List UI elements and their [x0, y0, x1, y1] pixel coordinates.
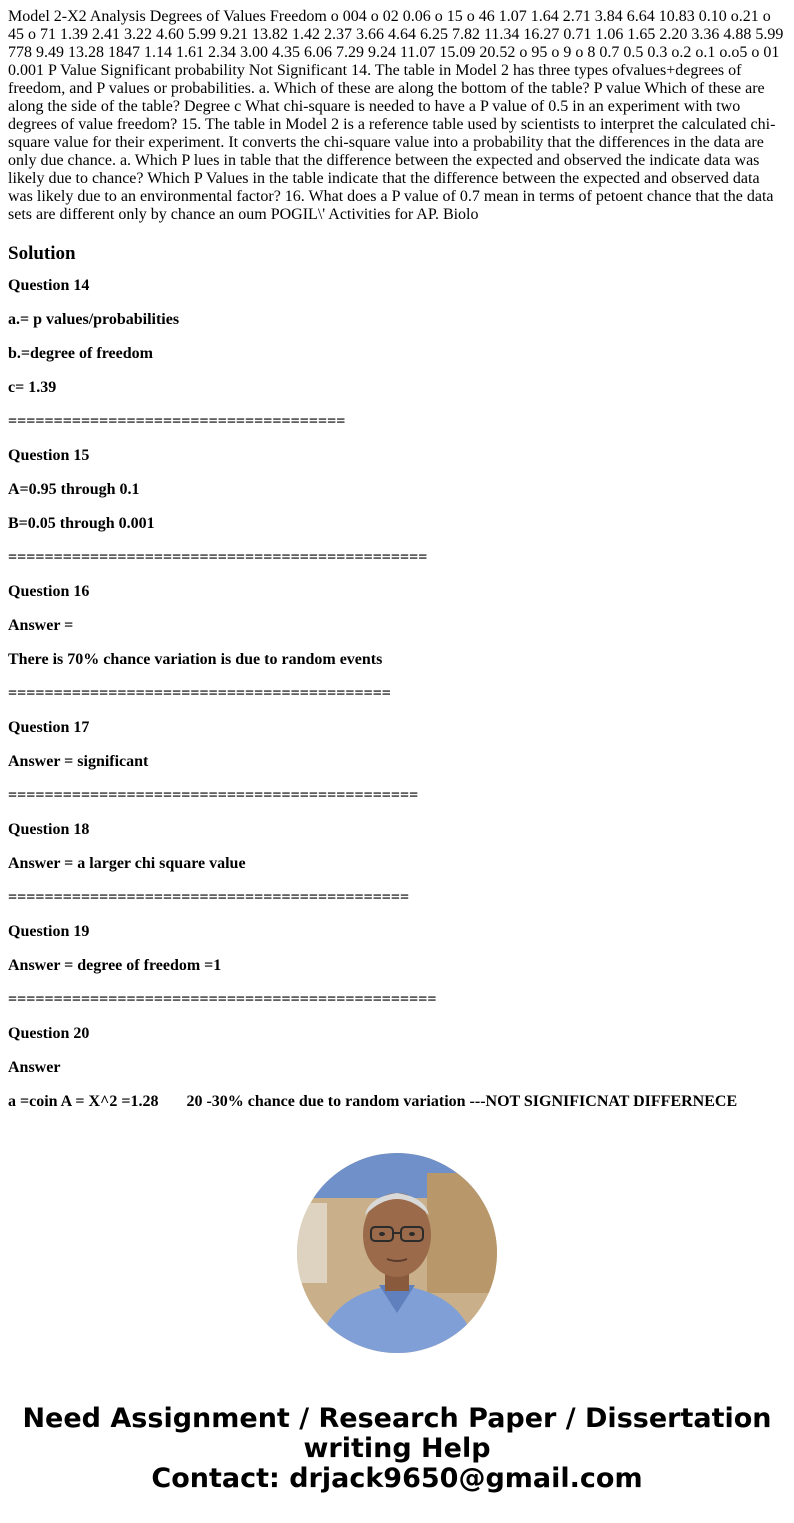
question-text: Model 2-X2 Analysis Degrees of Values Freedom o 004 o 02 0.06 o 15 o 46 1.07 1.64 2.71 3.84 6.64 10.83 0.10 o.21 o 45 o 71 1.39 2.41 3.22 4.60 5.99 9.21 13.82 1.42 2.37 3.66 4.64 6.25 7.82 11.34 16.27 0.71 1.06 1.65 2.20 3.36 4.88 5.99 778 9.49 13.28 1847 1.14 1.61 2.34 3.00 4.35 6.06 7.29 9.24 11.07 15.09 20.52 o 95 o 9 o 8 0.7 0.5 0.3 o.2 o.1 o.o5 o 01 0.001 P Value Significant probability Not Significant 14. The table in Model 2 has three types ofvalues+degrees of freedom, and P values or probabilities. a. Which of these are along the bottom of the table? P value Which of these are along the side of the table? Degree c What chi-square is needed to have a P value of 0.5 in an experiment with two degrees of value freedom? 15. The table in Model 2 is a reference table used by scientists to interpret the calculated chi-square value for their experiment. It converts the chi-square value into a probability that the differences in the data are only due chance. a. Which P lues in table that the difference between the expected and observed the indicate data was likely due to chance? Which P Values in the table indicate that the difference between the expected and observed data was likely due to an environmental factor? 16. What does a P value of 0.7 mean in terms of petoent chance that the data sets are different only by chance an oum POGIL\' Activities for AP. Biolo [8, 8, 784, 223]
solution-line: Answer = degree of freedom =1 [8, 957, 222, 974]
separator-line: ============================================ [8, 889, 410, 906]
footer-line-2: writing Help [303, 1433, 491, 1464]
solution-line-q20: Question 20 [8, 1025, 90, 1042]
footer-line-1: Need Assignment / Research Paper / Dissertation [22, 1403, 772, 1434]
solution-line-q16: Question 16 [8, 583, 90, 600]
separator-line: ========================================== [8, 685, 391, 702]
solution-line: Answer = significant [8, 753, 149, 770]
solution-line: A=0.95 through 0.1 [8, 481, 140, 498]
author-avatar [297, 1153, 497, 1353]
solution-list [8, 277, 786, 1111]
solution-line: b.=degree of freedom [8, 345, 153, 362]
footer-contact: Contact: drjack9650@gmail.com [151, 1463, 643, 1494]
separator-line: ============================================== [8, 549, 428, 566]
separator-line: ============================================= [8, 787, 419, 804]
solution-line: a =coin A = X^2 =1.28 20 -30% chance due to random variation ---NOT SIGNIFICNAT DIFFERNECE [8, 1093, 738, 1110]
solution-line: c= 1.39 [8, 379, 57, 396]
separator-line: ===================================== [8, 413, 346, 430]
solution-line: Answer [8, 1059, 61, 1076]
footer-banner [0, 1404, 794, 1494]
solution-line: Answer = [8, 617, 74, 634]
solution-line: a.= p values/probabilities [8, 311, 180, 328]
solution-line-q15: Question 15 [8, 447, 90, 464]
solution-line-q18: Question 18 [8, 821, 90, 838]
solution-line-q14: Question 14 [8, 277, 90, 294]
solution-line: B=0.05 through 0.001 [8, 515, 155, 532]
page-content [8, 8, 786, 1127]
solution-line: Answer = a larger chi square value [8, 855, 246, 872]
portrait-image [297, 1153, 497, 1353]
solution-line-q17: Question 17 [8, 719, 90, 736]
separator-line: =============================================== [8, 991, 437, 1008]
solution-heading: Solution [8, 243, 76, 264]
solution-line: There is 70% chance variation is due to random events [8, 651, 383, 668]
solution-line-q19: Question 19 [8, 923, 90, 940]
